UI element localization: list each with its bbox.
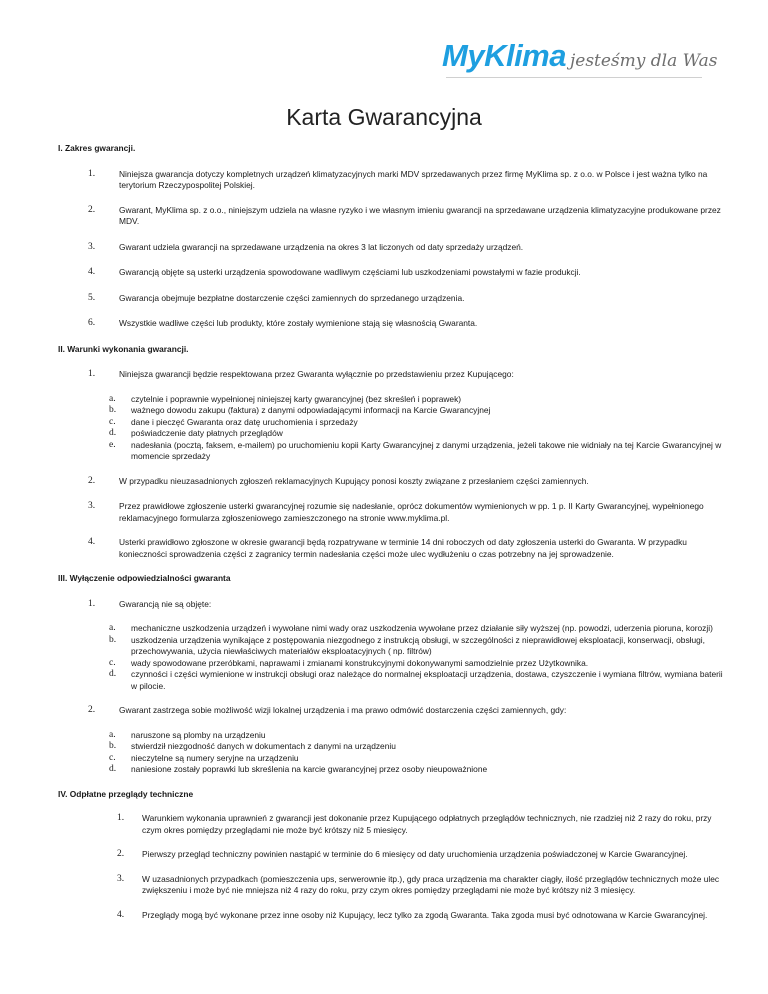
item-number: 3.: [88, 501, 96, 511]
sub-list-item: [109, 440, 723, 463]
item-number: 1.: [88, 168, 96, 179]
document-title: Karta Gwarancyjna: [286, 104, 482, 130]
sub-item-letter: a.: [109, 623, 116, 633]
sub-list: [89, 730, 723, 776]
item-number: 3.: [117, 873, 125, 884]
list-item: [117, 874, 723, 897]
sub-item-text: wady spowodowane przeróbkami, naprawami i zmianami konstrukcyjnymi dokonywanymi samodzielnie przez Użytkownika.: [131, 657, 589, 668]
list-item: [88, 501, 723, 524]
warranty-content: [58, 143, 723, 921]
item-number: 5.: [88, 292, 96, 303]
sub-list-item: [109, 394, 723, 406]
sub-item-text: dane i pieczęć Gwaranta oraz datę uruchomienia i sprzedaży: [131, 416, 358, 427]
sub-list-item: [109, 623, 723, 635]
sub-item-letter: a.: [109, 393, 116, 404]
sub-item-text: nadesłania (pocztą, faksem, e-mailem) po uruchomieniu kopii Karty Gwarancyjnej z danymi urządzenia, jeżeli takowe nie widniały na tej Karcie Gwarancyjnej w momencie sprzedaży: [131, 439, 722, 461]
sub-item-text: stwierdził niezgodność danych w dokumentach z danymi na urządzeniu: [131, 741, 396, 751]
item-text: W przypadku nieuzasadnionych zgłoszeń reklamacyjnych Kupujący ponosi koszty związane z przesłaniem części zamiennych.: [119, 475, 589, 486]
item-number: 2.: [88, 475, 96, 486]
list-item: [88, 267, 723, 279]
sub-item-letter: c.: [109, 657, 116, 668]
sub-list-item: [109, 428, 723, 440]
sub-item-letter: d.: [109, 764, 117, 774]
sub-item-letter: e.: [109, 439, 116, 450]
item-number: 3.: [88, 241, 96, 252]
item-number: 4.: [88, 537, 96, 547]
sub-item-letter: b.: [109, 634, 117, 645]
myklima-logo: [442, 38, 718, 74]
sub-item-text: nieczytelne są numery seryjne na urządzeniu: [131, 752, 299, 763]
sub-item-letter: d.: [109, 669, 117, 679]
item-text: Niniejsza gwarancja dotyczy kompletnych urządzeń klimatyzacyjnych marki MDV sprzedawanych przez firmę MyKlima sp. z o.o. w Polsce i jest ważna tylko na terytorium Rzeczypospolitej Polskiej.: [119, 168, 708, 190]
item-number: 4.: [117, 909, 125, 920]
item-number: 2.: [88, 705, 96, 715]
list-item: [117, 813, 723, 836]
sub-list-item: [109, 669, 723, 692]
item-text: Pierwszy przegląd techniczny powinien nastąpić w terminie do 6 miesięcy od daty uruchomienia urządzenia poświadczonej w Karcie Gwarancyjnej.: [142, 849, 688, 859]
item-text: Wszystkie wadliwe części lub produkty, które zostały wymienione stają się własnością Gwaranta.: [119, 318, 478, 328]
sub-list-item: [109, 741, 723, 753]
sub-list-item: [109, 417, 723, 429]
item-text: Przeglądy mogą być wykonane przez inne osoby niż Kupujący, lecz tylko za zgodą Gwaranta. Taka zgoda musi być odnotowana w Karcie Gwarancyjnej.: [142, 909, 708, 920]
logo-tagline: jesteśmy dla Was: [569, 51, 718, 71]
list-item: [88, 476, 723, 488]
sub-item-text: poświadczenie daty płatnych przeglądów: [131, 428, 283, 438]
item-text: Gwarancją objęte są usterki urządzenia spowodowane wadliwym częściami lub uszkodzeniami powstałymi w fazie produkcji.: [119, 267, 581, 277]
item-text: Gwarancją nie są objęte:: [119, 598, 212, 609]
item-text: Gwarant udziela gwarancji na sprzedawane urządzenia na okres 3 lat liczonych od daty sprzedaży urządzeń.: [119, 241, 524, 252]
item-text: Gwarant, MyKlima sp. z o.o., niniejszym udziela na własne ryzyko i we własnym imieniu gwarancji na sprzedawane urządzenia klimatyzacyjne produkowane przez MDV.: [119, 204, 721, 226]
sub-list-item: [109, 405, 723, 417]
item-text: Przez prawidłowe zgłoszenie usterki gwarancyjnej rozumie się nadesłanie, oprócz dokumentów wymienionych w pp. 1 p. II Karty Gwarancyjnej, wypełnionego reklamacyjnego formularza zgłoszeniowego zamieszczonego na stronie www.myklima.pl.: [119, 501, 704, 523]
list-item: [88, 242, 723, 254]
list-item: [88, 599, 723, 611]
list-item: [88, 705, 723, 717]
sub-item-text: czytelnie i poprawnie wypełnionej niniejszej karty gwarancyjnej (bez skreśleń i poprawek): [131, 393, 462, 404]
item-number: 2.: [88, 204, 96, 215]
item-text: Warunkiem wykonania uprawnień z gwarancji jest dokonanie przez Kupującego odpłatnych przeglądów technicznych, nie rzadziej niż 2 razy do roku, przy czym okres pomiędzy przeglądami nie może być krótszy niż 5 miesięcy.: [142, 813, 712, 835]
sub-item-text: czynności i części wymienione w instrukcji obsługi oraz należące do normalnej eksploatacji urządzenia, dostawa, czyszczenie i wymiana filtrów, wymiana baterii w pilocie.: [131, 669, 723, 691]
list-item: [117, 910, 723, 922]
item-number: 6.: [88, 318, 96, 328]
sub-item-text: mechaniczne uszkodzenia urządzeń i wywołane nimi wady oraz uszkodzenia wywołane przez działanie siły wyższej (np. powodzi, uderzenia pioruna, korozji): [131, 623, 713, 633]
list-item: [88, 293, 723, 305]
logo-brand: MyKlima: [442, 38, 566, 73]
sub-item-text: uszkodzenia urządzenia wynikające z postępowania niezgodnego z instrukcją obsługi, w szczególności z nieprawidłowej eksploatacji, konserwacji, obsługi, przechowywania, użycia niewłaściwych materiałów eksploatacyjnych ( np. filtrów): [131, 634, 705, 656]
sub-item-text: naniesione zostały poprawki lub skreślenia na karcie gwarancyjnej przez osoby nieupoważnione: [131, 764, 488, 774]
sub-item-text: naruszone są plomby na urządzeniu: [131, 729, 266, 740]
list-item: [88, 369, 723, 381]
sub-item-letter: a.: [109, 729, 116, 740]
logo-divider: [446, 77, 702, 78]
sub-list-item: [109, 658, 723, 670]
section-heading: I. Zakres gwarancji.: [58, 143, 136, 153]
list-item: [88, 537, 723, 560]
sub-item-letter: c.: [109, 752, 116, 763]
item-number: 1.: [88, 369, 96, 379]
sub-list: [89, 623, 723, 692]
sub-list-item: [109, 753, 723, 765]
section-heading: III. Wyłączenie odpowiedzialności gwaranta: [58, 573, 231, 583]
sub-item-letter: d.: [109, 428, 117, 438]
item-number: 1.: [117, 813, 125, 823]
sub-list-item: [109, 635, 723, 658]
list-item: [88, 205, 723, 228]
item-text: W uzasadnionych przypadkach (pomieszczenia ups, serwerownie itp.), gdy praca urządzenia ma charakter ciągły, ilość przeglądów technicznych może ulec zwiększeniu i może być nie mniejsza niż 4 razy do roku, przy czym okres pomiędzy przeglądami nie może być krótszy niż 3 miesięcy.: [142, 873, 720, 895]
item-text: Gwarant zastrzega sobie możliwość wizji lokalnej urządzenia i ma prawo odmówić dostarczenia części zamiennych, gdy:: [119, 705, 567, 715]
section-heading: II. Warunki wykonania gwarancji.: [58, 343, 189, 354]
item-number: 1.: [88, 598, 96, 609]
sub-item-letter: b.: [109, 405, 117, 415]
sub-list: [89, 394, 723, 463]
item-text: Gwarancja obejmuje bezpłatne dostarczenie części zamiennych do sprzedanego urządzenia.: [119, 292, 465, 303]
list-item: [88, 169, 723, 192]
item-text: Niniejsza gwarancji będzie respektowana przez Gwaranta wyłącznie po przedstawieniu przez Kupującego:: [119, 369, 514, 379]
sub-item-letter: c.: [109, 416, 116, 427]
sub-item-letter: b.: [109, 741, 117, 751]
list-item: [88, 318, 723, 330]
item-text: Usterki prawidłowo zgłoszone w okresie gwarancji będą rozpatrywane w terminie 14 dni roboczych od daty zgłoszenia usterki do Gwaranta. W przypadku konieczności sprowadzenia części z zagranicy termin nadesłania części może ulec wydłużeniu o czas potrzebny na jej sprowadzenie.: [119, 537, 687, 559]
sub-item-text: ważnego dowodu zakupu (faktura) z danymi odpowiadającymi informacji na Karcie Gwarancyjnej: [131, 405, 491, 415]
item-number: 2.: [117, 849, 125, 859]
sub-list-item: [109, 764, 723, 776]
list-item: [117, 849, 723, 861]
item-number: 4.: [88, 267, 96, 277]
sub-list-item: [109, 730, 723, 742]
section-heading: IV. Odpłatne przeglądy techniczne: [58, 788, 194, 799]
